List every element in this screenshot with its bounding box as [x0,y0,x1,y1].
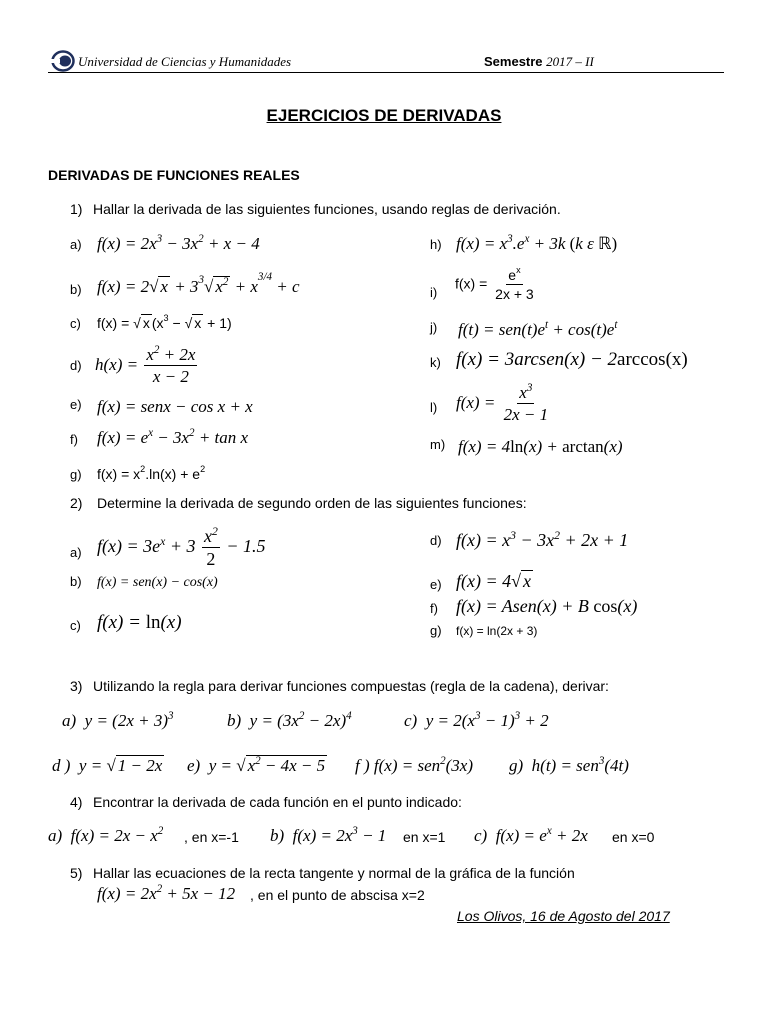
q4-point-b: en x=1 [403,829,446,845]
q1-formula-b: f(x) = 2√ $x + 3^3√$ $x^2 + x^{3/4} + c$ [97,271,300,296]
q3-formula-c: c) $y = 2(x^3 - 1)^3 + 2$ [404,710,549,730]
q1-formula-j: $f(t) = sen(t)e^t + \cos(t)e^t$ [458,319,618,339]
q1-formula-a: $f(x) = 2x^3 - 3x^2 + x - 4$ [97,233,260,253]
q3-formula-a: a) $y = (2x + 3)^3$ [62,710,174,730]
q5-number: 5) [70,865,83,881]
q3-formula-f: f ) f(x) = sen$^2$(3x) [355,755,474,775]
q2-item-f-label: f) [430,601,438,616]
q1-formula-g: $f(x) = x^2.\ln(x) + e^2$ [97,464,206,482]
q3-formula-g: g) h(t) = sen$^3$(4t) [509,755,629,775]
q1-item-e-label: e) [70,397,82,412]
q1-formula-i: f(x) = $\frac{e^x}{2x + 3}$ [455,265,534,302]
semester-label [484,54,594,70]
q2-item-b-label: b) [70,574,82,589]
q2-item-d-label: d) [430,533,442,548]
q2-formula-g: f(x) = ln(2x + 3) [456,624,538,638]
q3-formula-b: b) $y = (3x^2 - 2x)^4$ [227,710,352,730]
q5-text: Hallar las ecuaciones de la recta tangente y normal de la gráfica de la función [93,865,575,881]
q2-formula-f: f(x) = Asen(x) + B cos(x) [456,596,638,616]
q2-item-a-label: a) [70,545,82,560]
q1-item-b-label: b) [70,282,82,297]
place-date: Los Olivos, 16 de Agosto del 2017 [457,908,670,924]
q2-item-e-label: e) [430,577,442,592]
q2-number: 2) [70,495,83,511]
q5-formula: $f(x) = 2x^2 + 5x - 12$ [97,883,236,903]
q4-formula-a: a) $f(x) = 2x - x^2$ [48,825,164,845]
q2-formula-c: f(x) = ln(x) [97,612,182,633]
university-name: Universidad de Ciencias y Humanidades [78,54,292,69]
q1-item-g-label: g) [70,467,82,482]
q1-item-f-label: f) [70,432,78,447]
q1-formula-d: h(x) = $\frac{x^2 + 2x}{x - 2}$ [95,344,196,386]
q2-item-c-label: c) [70,618,81,633]
q4-formula-c: c) $f(x) = e^x + 2x$ [474,825,588,845]
q1-formula-f: $f(x) = e^x - 3x^2 + \tan x$ [97,427,249,447]
university-logo [51,50,75,72]
q4-point-a: , en x=-1 [184,829,239,845]
section-title: DERIVADAS DE FUNCIONES REALES [48,167,300,183]
q1-item-h-label: h) [430,237,442,252]
q1-item-k-label: k) [430,355,441,370]
q1-item-c-label: c) [70,316,81,331]
q4-number: 4) [70,794,83,810]
q3-formula-d: d ) y = √ 1 − 2x [52,756,163,775]
q2-text: Determine la derivada de segundo orden de las siguientes funciones: [97,495,527,511]
q2-formula-b: f(x) = sen(x) − cos(x) [97,575,218,590]
q4-formula-b: b) $f(x) = 2x^3 - 1$ [270,825,387,845]
q5-point: , en el punto de abscisa x=2 [250,887,425,903]
q1-item-m-label: m) [430,437,446,452]
q1-item-d-label: d) [70,358,82,373]
q1-item-j-label: j) [430,320,438,335]
q3-formula-e: e) y = √ $x^2 - 4x - 5$ [187,755,326,775]
q1-item-i-label: i) [430,285,438,300]
semester-label-text: Semestre [484,54,543,69]
page-title: EJERCICIOS DE DERIVADAS [266,106,502,125]
q2-item-g-label: g) [430,623,442,638]
q1-item-a-label: a) [70,237,82,252]
q1-formula-e: f(x) = senx − cos x + x [97,397,253,416]
q1-item-l-label: l) [430,400,438,415]
q2-formula-a: $f(x) = 3e^x + 3$ $\frac{x^2}{2}$ − 1.5 [97,525,266,569]
q1-formula-c: f(x) = √ x ($x^3$ − √ x + 1) [97,313,232,331]
q4-text: Encontrar la derivada de cada función en el punto indicado: [93,794,462,810]
q1-formula-l: f(x) = $\frac{x^3}{2x - 1}$ [456,382,549,424]
q1-number: 1) [70,201,83,217]
q1-formula-h: $f(x) = x^3.e^x + 3k$ (k ε ℝ) [456,233,618,253]
q1-formula-m: f(x) = 4ln(x) + arctan(x) [458,437,623,456]
q3-number: 3) [70,678,83,694]
q3-text: Utilizando la regla para derivar funciones compuestas (regla de la cadena), derivar: [93,678,609,694]
q2-formula-d: $f(x) = x^3 - 3x^2 + 2x + 1$ [456,529,629,550]
q1-formula-k: f(x) = 3arcsen(x) − 2arccos(x) [456,349,688,370]
q2-formula-e: f(x) = 4√ x [456,571,532,591]
q1-text: Hallar la derivada de las siguientes funciones, usando reglas de derivación. [93,201,561,217]
header-divider [48,72,724,73]
q4-point-c: en x=0 [612,829,655,845]
semester-value: 2017 – II [546,54,594,69]
